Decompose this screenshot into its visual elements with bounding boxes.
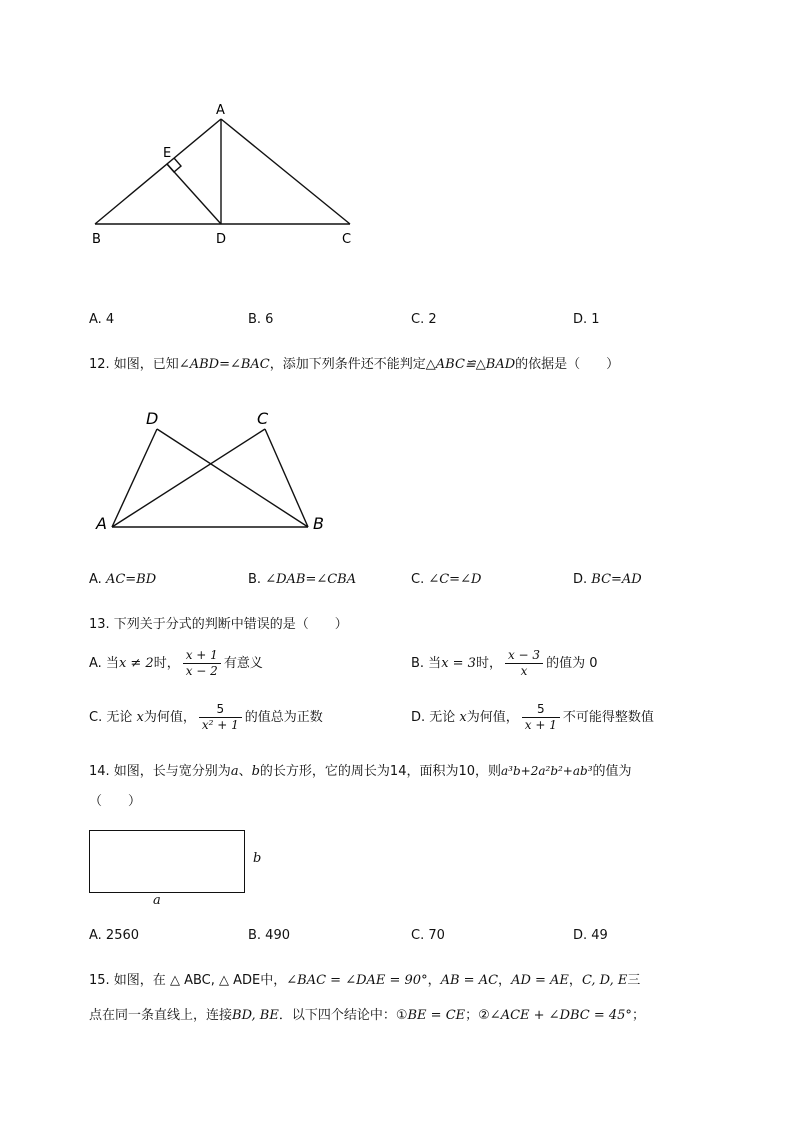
q14-option-d[interactable]: D. 49 [573,928,608,943]
q13-c-fraction [199,702,242,733]
q12-condition: ∠ABD=∠BAC [178,357,270,372]
q13-b-condition: x = 3 [441,656,476,671]
q11-option-d[interactable]: D. 1 [573,312,600,327]
q15-points: C, D, E [581,973,628,988]
q14-stem [89,760,632,779]
q13-d-fraction [522,702,560,733]
q13-a-fraction [183,648,221,679]
q12-stem [89,353,619,372]
q15-line2-prefix: 点在同一条直线上，连接 [89,1008,233,1023]
figure-q12-triangles [90,405,340,540]
q12-congruence: △ABC≌△BAD [425,357,516,372]
q12-option-a[interactable] [89,572,156,587]
q13-option-b[interactable] [411,648,597,679]
label-b: B [92,232,101,247]
q13-a-when: 时， [153,656,180,671]
q14-option-b[interactable]: B. 490 [248,928,290,943]
q13-b-numerator: x − 3 [505,648,543,664]
q15-eq2: AD = AE [511,973,569,988]
segment-ac [221,119,350,224]
q14-expression: a³b+2a²b²+ab³ [501,764,593,778]
q15-conclusion2: ∠ACE + ∠DBC = 45° [489,1008,632,1023]
label-c: C [342,232,352,247]
q12-option-d[interactable] [573,572,642,587]
q15-eq1: AB = AC [440,973,499,988]
q13-d-numerator: 5 [522,702,560,718]
q13-a-prefix: A. 当 [89,656,119,671]
q13-d-denominator: x + 1 [524,718,557,732]
q14-option-a[interactable]: A. 2560 [89,928,140,943]
label-a: A [216,103,225,118]
q11-option-b[interactable]: B. 6 [248,312,274,327]
q15-comma1: ， [427,973,441,988]
q14-answer-paren: （ ） [89,794,142,809]
q15-conclusion1: BE = CE [407,1008,466,1023]
q13-a-condition: x ≠ 2 [118,656,154,671]
q14-label-a: a [153,893,161,908]
q13-d-variable: x [459,710,467,725]
q13-b-fraction [505,648,543,679]
q13-c-tail: 的值总为正数 [244,710,323,725]
q12-mid: ，添加下列条件还不能判定 [269,357,426,372]
q14-stem-part3: 的值为 [592,764,632,779]
q13-c-variable: x [136,710,144,725]
label-d: D [146,409,159,428]
q14-rectangle [89,830,245,893]
q15-line1-prefix: 15. 如图，在 △ ABC, △ ADE中， [89,973,287,988]
q13-c-mid: 为何值， [143,710,196,725]
q13-b-tail: 的值为 0 [546,656,598,671]
q13-option-c[interactable] [89,702,323,733]
q14-option-c[interactable]: C. 70 [411,928,445,943]
q14-label-b: b [253,851,262,866]
q14-separator: 、 [238,764,252,779]
q13-d-tail: 不可能得整数值 [562,710,654,725]
q13-stem: 13. 下列关于分式的判断中错误的是（ ） [89,617,348,632]
q15-segments: BD, BE [232,1008,279,1023]
q13-a-denominator: x − 2 [185,664,218,678]
q13-c-denominator: x² + 1 [201,718,239,732]
q12-option-c-text: ∠C=∠D [428,572,482,587]
label-b: B [313,514,324,533]
q13-option-d[interactable] [411,702,654,733]
q11-option-a[interactable]: A. 4 [89,312,115,327]
q12-option-a-letter: A. [89,572,106,587]
q13-b-when: 时， [475,656,502,671]
segment-ed [167,164,221,224]
segment-ab [95,119,221,224]
q12-option-a-text: AC=BD [105,572,157,587]
q15-comma3: ， [568,973,582,988]
q12-option-b[interactable] [248,572,356,587]
q12-option-c-letter: C. [411,572,429,587]
q11-option-c[interactable]: C. 2 [411,312,437,327]
q12-option-b-letter: B. [248,572,266,587]
q15-line2-mid: ．以下四个结论中：① [278,1008,408,1023]
q13-b-prefix: B. 当 [411,656,442,671]
q13-c-prefix: C. 无论 [89,710,133,725]
label-c: C [257,409,269,428]
q15-angles: ∠BAC = ∠DAE = 90° [286,973,428,988]
label-d: D [216,232,227,247]
q12-option-d-letter: D. [573,572,592,587]
q12-option-b-text: ∠DAB=∠CBA [265,572,357,587]
q15-tail1: 三 [627,973,641,988]
q13-option-a[interactable] [89,648,263,679]
label-e: E [163,146,172,161]
q15-line2 [89,1004,645,1023]
segment-db [157,429,308,527]
q15-comma2: ， [498,973,512,988]
q12-option-c[interactable] [411,572,481,587]
q13-a-numerator: x + 1 [183,648,221,664]
q15-line2-sep: ；② [465,1008,490,1023]
q15-line1 [89,969,640,988]
q15-line2-end: ； [631,1008,645,1023]
q12-option-d-text: BC=AD [591,572,642,587]
q14-var-b: b [251,764,260,779]
q14-var-a: a [230,764,239,779]
q12-suffix: 的依据是（ ） [515,357,620,372]
label-a: A [96,514,107,533]
q13-a-tail: 有意义 [223,656,263,671]
figure-q11-triangle [80,95,380,255]
q14-stem-part2: 的长方形，它的周长为14，面积为10，则 [259,764,502,779]
q12-prefix: 12. 如图，已知 [89,357,179,372]
q13-d-mid: 为何值， [466,710,519,725]
q13-d-prefix: D. 无论 [411,710,456,725]
q13-b-denominator: x [520,664,528,678]
q13-c-numerator: 5 [199,702,242,718]
q14-stem-part1: 14. 如图，长与宽分别为 [89,764,231,779]
